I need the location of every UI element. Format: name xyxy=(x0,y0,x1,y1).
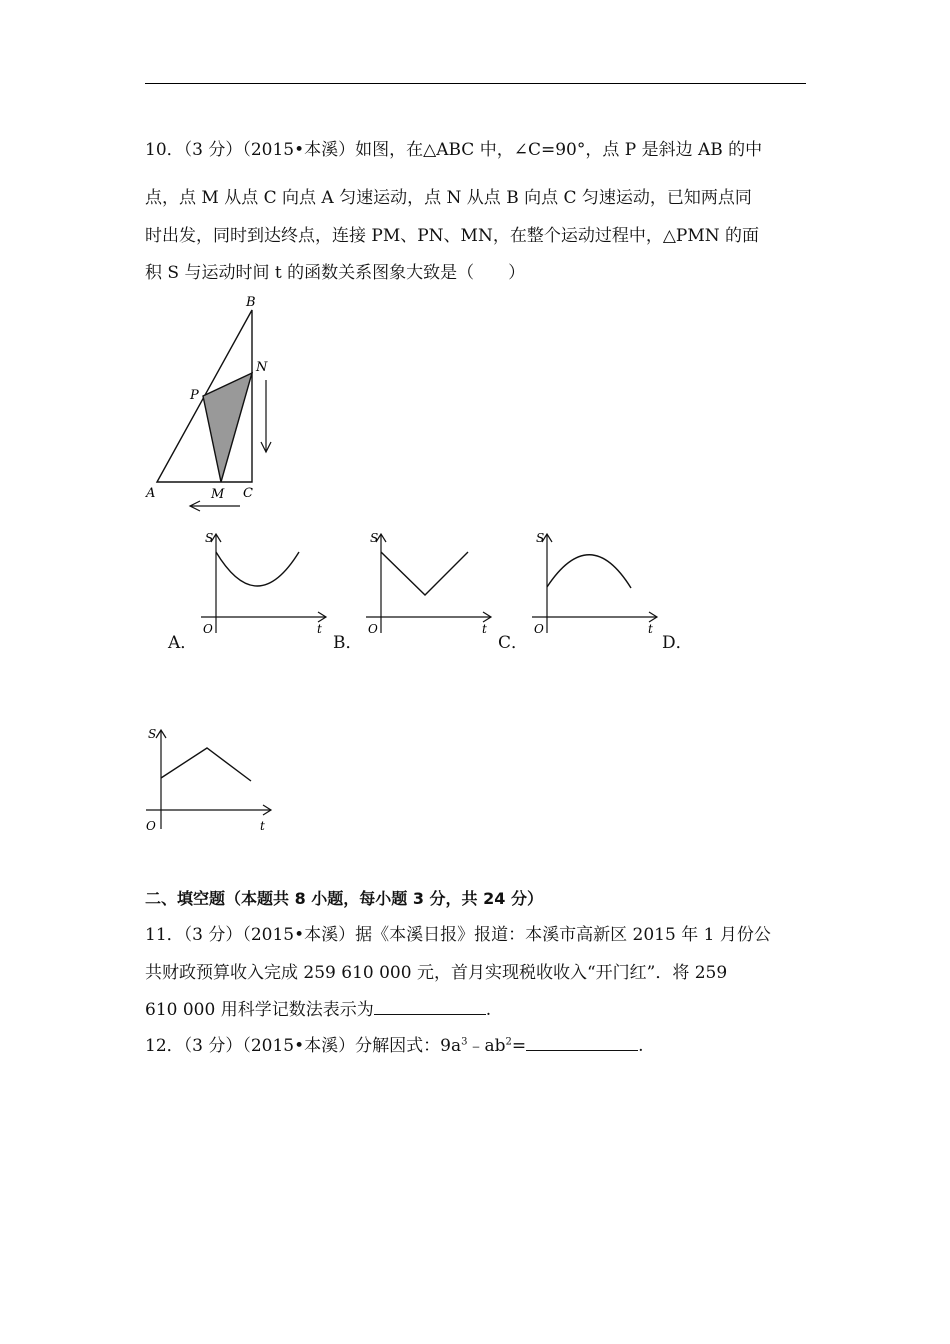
svg-text:t: t xyxy=(648,622,653,636)
svg-text:t: t xyxy=(317,622,322,636)
svg-text:O: O xyxy=(534,622,544,636)
q10-line-4: 积 S 与运动时间 t 的函数关系图象大致是（ ） xyxy=(145,263,526,283)
graph-option-a xyxy=(195,528,335,640)
svg-text:S: S xyxy=(370,531,379,545)
label-n: N xyxy=(256,360,268,375)
curve-d xyxy=(161,748,251,781)
svg-text:t: t xyxy=(260,819,265,833)
q11-line-1: 11．（3 分）（2015•本溪）据《本溪日报》报道：本溪市高新区 2015 年 1 月份公 xyxy=(145,925,771,945)
q10-line-1: 10．（3 分）（2015•本溪）如图，在△ABC 中，∠C=90°，点 P 是斜边 AB 的中 xyxy=(145,140,763,160)
option-d-label[interactable]: D． xyxy=(662,633,693,653)
option-a-label[interactable]: A． xyxy=(168,633,198,653)
label-b: B xyxy=(246,295,256,310)
q11-line-3: 610 000 用科学记数法表示为 . xyxy=(145,1000,492,1020)
q11-line-3-text: 610 000 用科学记数法表示为 xyxy=(145,1000,374,1020)
graph-option-b xyxy=(360,528,500,640)
svg-text:O: O xyxy=(203,622,213,636)
curve-b xyxy=(381,552,468,595)
curve-c xyxy=(547,555,631,588)
triangle-figure xyxy=(140,292,280,517)
graph-option-d xyxy=(140,724,280,836)
section-2-heading: 二、填空题（本题共 8 小题，每小题 3 分，共 24 分） xyxy=(145,889,543,908)
q12-line: 12．（3 分）（2015•本溪）分解因式：$9a^3﹣ab^2=$ . xyxy=(145,1036,644,1056)
q10-line-2: 点，点 M 从点 C 向点 A 匀速运动，点 N 从点 B 向点 C 匀速运动，已知两点同 xyxy=(145,188,752,208)
svg-text:S: S xyxy=(148,727,157,741)
svg-text:O: O xyxy=(368,622,378,636)
label-a: A xyxy=(146,486,156,501)
option-b-label[interactable]: B． xyxy=(333,633,363,653)
svg-text:t: t xyxy=(482,622,487,636)
svg-text:O: O xyxy=(146,819,156,833)
label-m: M xyxy=(211,487,225,502)
svg-text:S: S xyxy=(536,531,545,545)
label-c: C xyxy=(243,486,253,501)
shaded-triangle-pmn xyxy=(203,373,252,482)
q12-answer-blank[interactable] xyxy=(526,1034,638,1051)
q11-line-2: 共财政预算收入完成 259 610 000 元，首月实现税收收入“开门红”．将 259 xyxy=(145,963,728,983)
label-p: P xyxy=(190,388,199,403)
curve-a xyxy=(216,552,299,586)
svg-text:S: S xyxy=(205,531,214,545)
header-rule xyxy=(145,83,806,84)
option-c-label[interactable]: C． xyxy=(498,633,529,653)
q11-answer-blank[interactable] xyxy=(374,998,486,1015)
q10-line-3: 时出发，同时到达终点，连接 PM、PN、MN，在整个运动过程中，△PMN 的面 xyxy=(145,226,760,246)
q12-prefix: 12．（3 分）（2015•本溪）分解因式：9a xyxy=(145,1036,462,1056)
graph-option-c xyxy=(526,528,666,640)
